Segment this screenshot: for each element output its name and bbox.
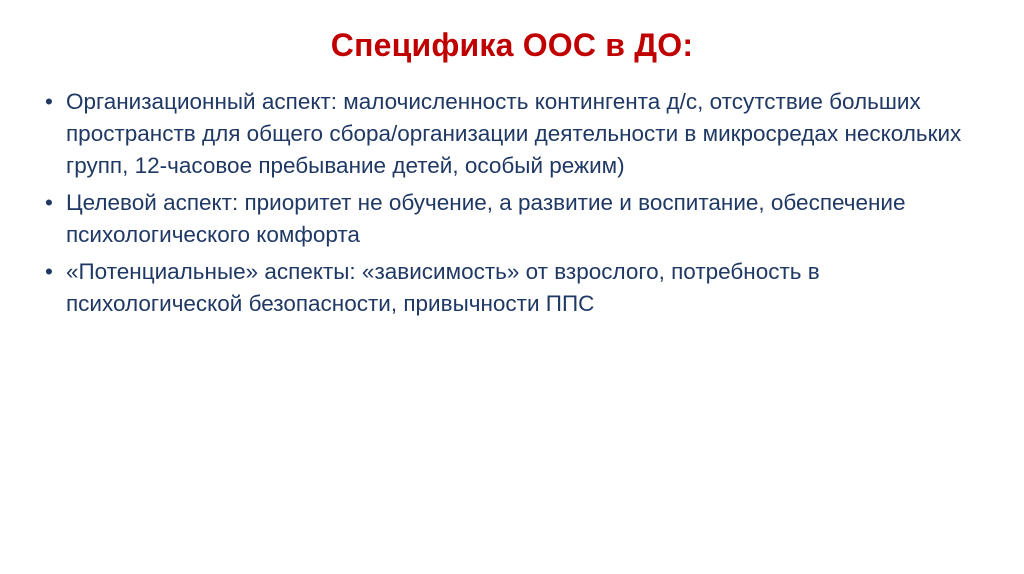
list-item bbox=[36, 256, 986, 320]
bullet-dot-icon: • bbox=[45, 258, 53, 284]
list-item bbox=[36, 86, 986, 182]
list-item-text: Организационный аспект: малочисленность контингента д/с, отсутствие больших пространств для общего сбора/организации деятельности в микросредах нескольких групп, 12-часовое пребывание детей, особый режим) bbox=[66, 89, 962, 178]
list-item bbox=[36, 187, 986, 251]
page-title: Специфика ООС в ДО: bbox=[330, 27, 694, 63]
list-item-text: «Потенциальные» аспекты: «зависимость» от взрослого, потребность в психологической безопасности, привычности ППС bbox=[66, 258, 820, 316]
list-item-text: Целевой аспект: приоритет не обучение, а развитие и воспитание, обеспечение психологического комфорта bbox=[66, 189, 906, 247]
bullet-dot-icon: • bbox=[45, 89, 53, 114]
bullet-dot-icon: • bbox=[45, 189, 53, 215]
bullet-list bbox=[36, 86, 986, 325]
